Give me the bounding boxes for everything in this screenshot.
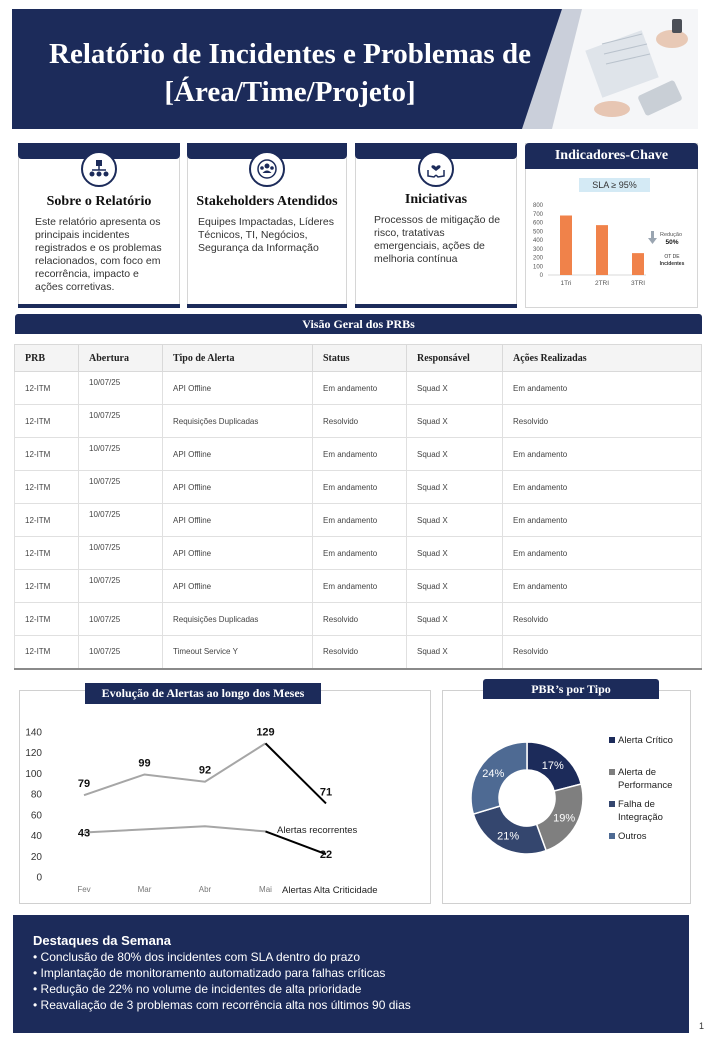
cell-responsavel: Squad X	[407, 504, 503, 537]
donut-legend-label: Alerta de	[618, 767, 657, 778]
cell-prb: 12-ITM	[15, 438, 79, 471]
kpi-reduction-caption-1: OT DE	[664, 254, 680, 260]
kpi-reduction-caption-2: Incidentes	[659, 261, 685, 267]
kpi-card	[525, 143, 698, 308]
cell-responsavel: Squad X	[407, 537, 503, 570]
card-title: Iniciativas	[404, 192, 468, 207]
table-row	[15, 405, 702, 438]
highlights-title: Destaques da Semana	[33, 933, 172, 948]
cell-tipo: Requisições Duplicadas	[163, 603, 313, 636]
kpi-y-tick: 800	[532, 203, 543, 209]
cell-abertura: 10/07/25	[79, 471, 163, 504]
donut-legend-label: Falha de	[618, 799, 655, 810]
kpi-bar	[560, 216, 572, 276]
cell-acoes: Em andamento	[503, 537, 702, 570]
cell-acoes: Em andamento	[503, 471, 702, 504]
cell-tipo: API Offline	[163, 372, 313, 405]
line-chart	[20, 691, 430, 903]
table-row	[15, 372, 702, 405]
card-text: Equipes Impactadas, Líderes Técnicos, TI, Negócios, Segurança da Informação	[198, 216, 334, 254]
line-y-tick: 0	[36, 872, 42, 884]
card-text: Este relatório apresenta os principais incidentes registrados e os problemas relacionados, com foco em recorrência, impacto e ações corretivas.	[35, 216, 162, 293]
cell-status: Em andamento	[313, 504, 407, 537]
donut-chart-panel	[442, 690, 691, 904]
cell-tipo: Timeout Service Y	[163, 636, 313, 669]
kpi-y-tick: 600	[532, 220, 543, 227]
donut-legend-swatch	[609, 801, 615, 807]
kpi-x-tick: 2TRI	[594, 280, 610, 287]
highlight-item: • Conclusão de 80% dos incidentes com SLA dentro do prazo	[33, 949, 669, 965]
cell-tipo: API Offline	[163, 570, 313, 603]
donut-slice-label: 17%	[541, 759, 564, 772]
table-header-row	[15, 345, 702, 372]
cell-tipo: API Offline	[163, 471, 313, 504]
donut-legend-label: Performance	[618, 780, 673, 791]
table-row	[15, 504, 702, 537]
table-row	[15, 471, 702, 504]
cell-tipo: API Offline	[163, 504, 313, 537]
cell-abertura: 10/07/25	[79, 570, 163, 603]
highlight-item: • Redução de 22% no volume de incidentes de alta prioridade	[33, 981, 669, 997]
cell-acoes: Resolvido	[503, 636, 702, 669]
line-chart-title: Evolução de Alertas ao longo dos Meses	[85, 683, 321, 704]
table-row	[15, 570, 702, 603]
table-row	[15, 636, 702, 669]
cell-prb: 12-ITM	[15, 570, 79, 603]
cell-tipo: API Offline	[163, 438, 313, 471]
hands-heart-icon	[418, 151, 454, 187]
cell-acoes: Em andamento	[503, 504, 702, 537]
cell-abertura: 10/07/25	[79, 405, 163, 438]
cell-abertura: 10/07/25	[79, 636, 163, 669]
donut-chart	[443, 691, 690, 903]
col-header-acoes: Ações Realizadas	[503, 345, 702, 372]
cell-abertura: 10/07/25	[79, 372, 163, 405]
highlight-item: • Implantação de monitoramento automatizado para falhas críticas	[33, 965, 669, 981]
cell-prb: 12-ITM	[15, 504, 79, 537]
table-title: Visão Geral dos PRBs	[15, 314, 702, 334]
cell-responsavel: Squad X	[407, 636, 503, 669]
kpi-y-tick: 200	[532, 255, 543, 262]
highlights-box	[13, 915, 689, 1033]
line-y-tick: 20	[30, 851, 42, 863]
table-row	[15, 603, 702, 636]
kpi-y-tick: 700	[532, 211, 543, 218]
donut-legend-label: Alerta Crítico	[618, 735, 673, 746]
cell-prb: 12-ITM	[15, 636, 79, 669]
report-title	[20, 35, 560, 111]
cell-status: Resolvido	[313, 636, 407, 669]
cell-status: Resolvido	[313, 405, 407, 438]
cell-status: Em andamento	[313, 438, 407, 471]
cell-prb: 12-ITM	[15, 603, 79, 636]
card-stakeholders	[187, 143, 347, 308]
line-x-tick: Fev	[77, 885, 91, 894]
line-data-label: 79	[77, 778, 91, 791]
line-data-label: 129	[256, 726, 275, 739]
cell-prb: 12-ITM	[15, 372, 79, 405]
cell-abertura: 10/07/25	[79, 603, 163, 636]
cell-status: Em andamento	[313, 372, 407, 405]
cell-responsavel: Squad X	[407, 471, 503, 504]
line-x-tick: Mar	[137, 885, 152, 894]
line-legend-recorrentes: Alertas recorrentes	[277, 825, 358, 836]
line-y-tick: 120	[25, 748, 42, 760]
cell-tipo: API Offline	[163, 537, 313, 570]
cell-responsavel: Squad X	[407, 405, 503, 438]
col-header-responsavel: Responsável	[407, 345, 503, 372]
cell-abertura: 10/07/25	[79, 537, 163, 570]
card-text: Processos de mitigação de risco, tratativas emergenciais, ações de melhoria contínua	[374, 214, 501, 265]
card-bottom-bar	[18, 304, 180, 308]
line-data-label: 43	[77, 827, 91, 840]
line-chart-panel	[19, 690, 431, 904]
cell-acoes: Resolvido	[503, 405, 702, 438]
down-arrow-icon	[648, 231, 657, 244]
table-row	[15, 438, 702, 471]
kpi-y-tick: 400	[532, 238, 543, 244]
cell-prb: 12-ITM	[15, 405, 79, 438]
card-title: Sobre o Relatório	[46, 194, 152, 209]
donut-slice-label: 24%	[482, 767, 505, 780]
table-row	[15, 537, 702, 570]
people-icon	[249, 151, 285, 187]
kpi-y-tick: 300	[532, 246, 543, 253]
kpi-y-tick: 0	[539, 273, 543, 279]
line-series-0-last-segment	[266, 743, 327, 803]
line-y-tick: 80	[30, 789, 42, 801]
report-header	[12, 9, 698, 129]
report-title-line-1: Relatório de Incidentes e Problemas de	[49, 38, 531, 70]
kpi-x-tick: 1Tri	[560, 280, 572, 287]
report-title-line-2: [Área/Time/Projeto]	[164, 76, 416, 108]
cell-prb: 12-ITM	[15, 537, 79, 570]
cell-prb: 12-ITM	[15, 471, 79, 504]
page-number: 1	[699, 1021, 705, 1031]
card-iniciativas	[355, 143, 517, 308]
line-series-1	[84, 826, 266, 832]
cell-acoes: Resolvido	[503, 603, 702, 636]
donut-slice-label: 19%	[553, 812, 576, 825]
cell-acoes: Em andamento	[503, 570, 702, 603]
kpi-sla-badge: SLA ≥ 95%	[579, 178, 650, 192]
highlights-list	[33, 949, 669, 1013]
donut-legend-swatch	[609, 833, 615, 839]
card-sobre-relatorio	[18, 143, 180, 308]
kpi-y-tick: 500	[532, 229, 543, 236]
line-y-tick: 60	[30, 810, 42, 822]
donut-slice-label: 21%	[497, 830, 520, 843]
line-y-tick: 140	[25, 727, 42, 739]
kpi-bar	[596, 225, 608, 275]
line-series-0	[84, 743, 266, 795]
line-y-tick: 40	[30, 831, 42, 843]
highlight-item: • Reavaliação de 3 problemas com recorrência alta nos últimos 90 dias	[33, 997, 669, 1013]
donut-chart-title: PBR’s por Tipo	[483, 679, 659, 699]
cell-responsavel: Squad X	[407, 570, 503, 603]
cell-responsavel: Squad X	[407, 603, 503, 636]
kpi-y-tick: 100	[532, 264, 543, 271]
cell-abertura: 10/07/25	[79, 438, 163, 471]
donut-legend-swatch	[609, 737, 615, 743]
donut-legend-label: Integração	[618, 812, 663, 823]
card-bottom-bar	[187, 304, 347, 308]
cell-acoes: Em andamento	[503, 372, 702, 405]
line-data-label: 71	[319, 786, 333, 799]
kpi-bar-chart	[526, 194, 697, 304]
header-photo	[522, 9, 698, 129]
kpi-title: Indicadores-Chave	[525, 143, 698, 169]
kpi-reduction-label: Redução	[659, 232, 683, 238]
cell-tipo: Requisições Duplicadas	[163, 405, 313, 438]
cell-responsavel: Squad X	[407, 372, 503, 405]
cell-acoes: Em andamento	[503, 438, 702, 471]
kpi-reduction-value: 50%	[665, 239, 679, 246]
donut-legend-swatch	[609, 769, 615, 775]
col-header-tipo: Tipo de Alerta	[163, 345, 313, 372]
col-header-status: Status	[313, 345, 407, 372]
kpi-bar	[632, 253, 644, 275]
org-chart-icon	[81, 151, 117, 187]
line-x-tick: Mai	[259, 885, 272, 894]
kpi-x-tick: 3TRI	[630, 280, 646, 287]
line-data-label: 92	[198, 764, 212, 777]
card-bottom-bar	[355, 304, 517, 308]
cell-responsavel: Squad X	[407, 438, 503, 471]
line-data-label: 99	[138, 757, 151, 770]
cell-status: Em andamento	[313, 570, 407, 603]
prb-table	[14, 344, 702, 670]
card-title: Stakeholders Atendidos	[196, 194, 338, 209]
cell-status: Em andamento	[313, 537, 407, 570]
cell-abertura: 10/07/25	[79, 504, 163, 537]
line-y-tick: 100	[25, 768, 42, 780]
cell-status: Resolvido	[313, 603, 407, 636]
col-header-prb: PRB	[15, 345, 79, 372]
line-x-tick: Abr	[198, 885, 212, 894]
line-data-label: 22	[319, 849, 333, 862]
donut-legend-label: Outros	[618, 831, 647, 842]
cell-status: Em andamento	[313, 471, 407, 504]
col-header-abertura: Abertura	[79, 345, 163, 372]
line-legend-criticidade: Alertas Alta Criticidade	[282, 885, 378, 896]
